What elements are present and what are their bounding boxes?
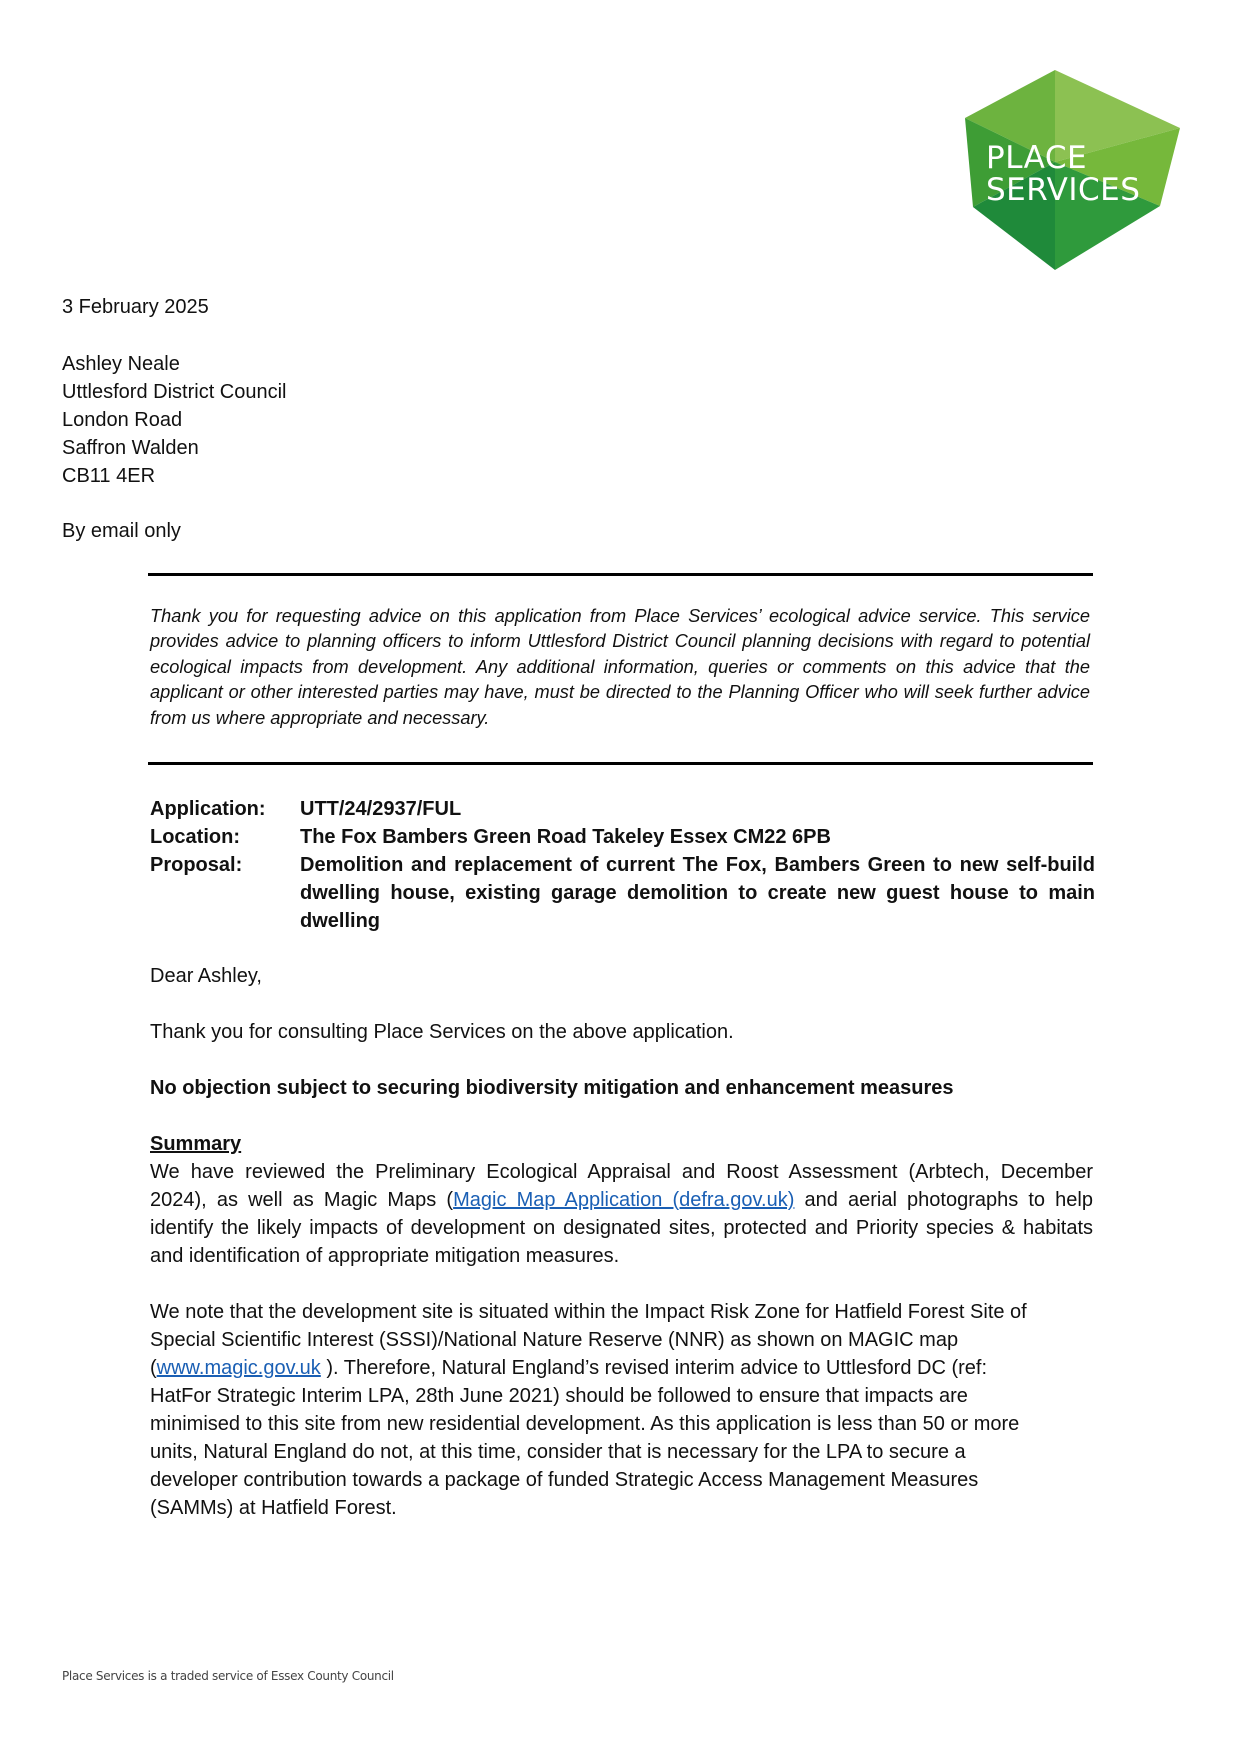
logo-line-services: SERVICES <box>986 172 1141 208</box>
place-services-logo <box>960 66 1190 276</box>
location-value: The Fox Bambers Green Road Takeley Essex CM22 6PB <box>300 826 831 848</box>
summary-text-end: and aerial photographs to help identify the likely impacts of development on designated sites, protected and Priority species & habitats and identification of appropriate mitigation measures. <box>150 1189 1093 1267</box>
paragraph-line-rest: ). Therefore, Natural England’s revised interim advice to Uttlesford DC (ref: <box>320 1357 988 1379</box>
application-row <box>150 795 1095 823</box>
proposal-label: Proposal: <box>150 854 243 876</box>
paragraph-line: developer contribution towards a package of funded Strategic Access Management Measures <box>150 1469 979 1491</box>
recipient-address <box>62 350 287 490</box>
paragraph-line: We note that the development site is situated within the Impact Risk Zone for Hatfield Forest Site of <box>150 1301 1027 1323</box>
proposal-row <box>150 851 1095 935</box>
paragraph-line: minimised to this site from new residential development. As this application is less than 50 or more <box>150 1413 1020 1435</box>
delivery-note: By email only <box>62 520 181 542</box>
application-reference: UTT/24/2937/FUL <box>300 798 462 820</box>
summary-text-start: We have reviewed the Preliminary Ecological Appraisal and Roost Assessment (Arbtech, December 2024), as well as Magic Maps ( <box>150 1161 1093 1211</box>
recipient-town: Saffron Walden <box>62 437 199 459</box>
paragraph-line: Special Scientific Interest (SSSI)/National Nature Reserve (NNR) as shown on MAGIC map <box>150 1329 959 1351</box>
page-footer: Place Services is a traded service of Essex County Council <box>62 1669 394 1683</box>
impact-risk-paragraph <box>150 1298 1090 1522</box>
divider-bottom <box>148 762 1093 765</box>
recipient-name: Ashley Neale <box>62 353 180 375</box>
thanks-paragraph: Thank you for consulting Place Services on the above application. <box>150 1021 734 1043</box>
recipient-street: London Road <box>62 409 183 431</box>
application-label: Application: <box>150 798 266 820</box>
letter-date: 3 February 2025 <box>62 296 209 318</box>
recipient-organisation: Uttlesford District Council <box>62 381 287 403</box>
magic-gov-link[interactable]: www.magic.gov.uk <box>156 1357 321 1379</box>
paragraph-line: HatFor Strategic Interim LPA, 28th June 2021) should be followed to ensure that impacts are <box>150 1385 968 1407</box>
paragraph-line <box>150 1354 1090 1382</box>
recipient-postcode: CB11 4ER <box>62 465 156 487</box>
location-row <box>150 823 1095 851</box>
verdict-statement: No objection subject to securing biodiversity mitigation and enhancement measures <box>150 1077 954 1099</box>
logo-line-place: PLACE <box>986 140 1088 176</box>
open-paren: ( <box>150 1357 157 1379</box>
salutation: Dear Ashley, <box>150 965 262 987</box>
location-label: Location: <box>150 826 240 848</box>
divider-top <box>148 573 1093 576</box>
application-details <box>150 795 1095 935</box>
proposal-value: Demolition and replacement of current The Fox, Bambers Green to new self-build dwelling house, existing garage demolition to create new guest house to main dwelling <box>300 854 1095 932</box>
disclaimer-text: Thank you for requesting advice on this application from Place Services’ ecological advice service. This service provides advice to planning officers to inform Uttlesford District Council planning decisions with regard to potential ecological impacts from development. Any additional information, queries or comments on this advice that the applicant or other interested parties may have, must be directed to the Planning Officer who will seek further advice from us where appropriate and necessary. <box>150 606 1090 728</box>
summary-paragraph <box>150 1158 1093 1270</box>
paragraph-line: (SAMMs) at Hatfield Forest. <box>150 1497 397 1519</box>
logo-wordmark <box>986 142 1140 206</box>
magic-map-link[interactable]: Magic Map Application (defra.gov.uk) <box>453 1189 795 1211</box>
summary-heading: Summary <box>150 1133 242 1155</box>
paragraph-line: units, Natural England do not, at this time, consider that is necessary for the LPA to secure a <box>150 1441 966 1463</box>
